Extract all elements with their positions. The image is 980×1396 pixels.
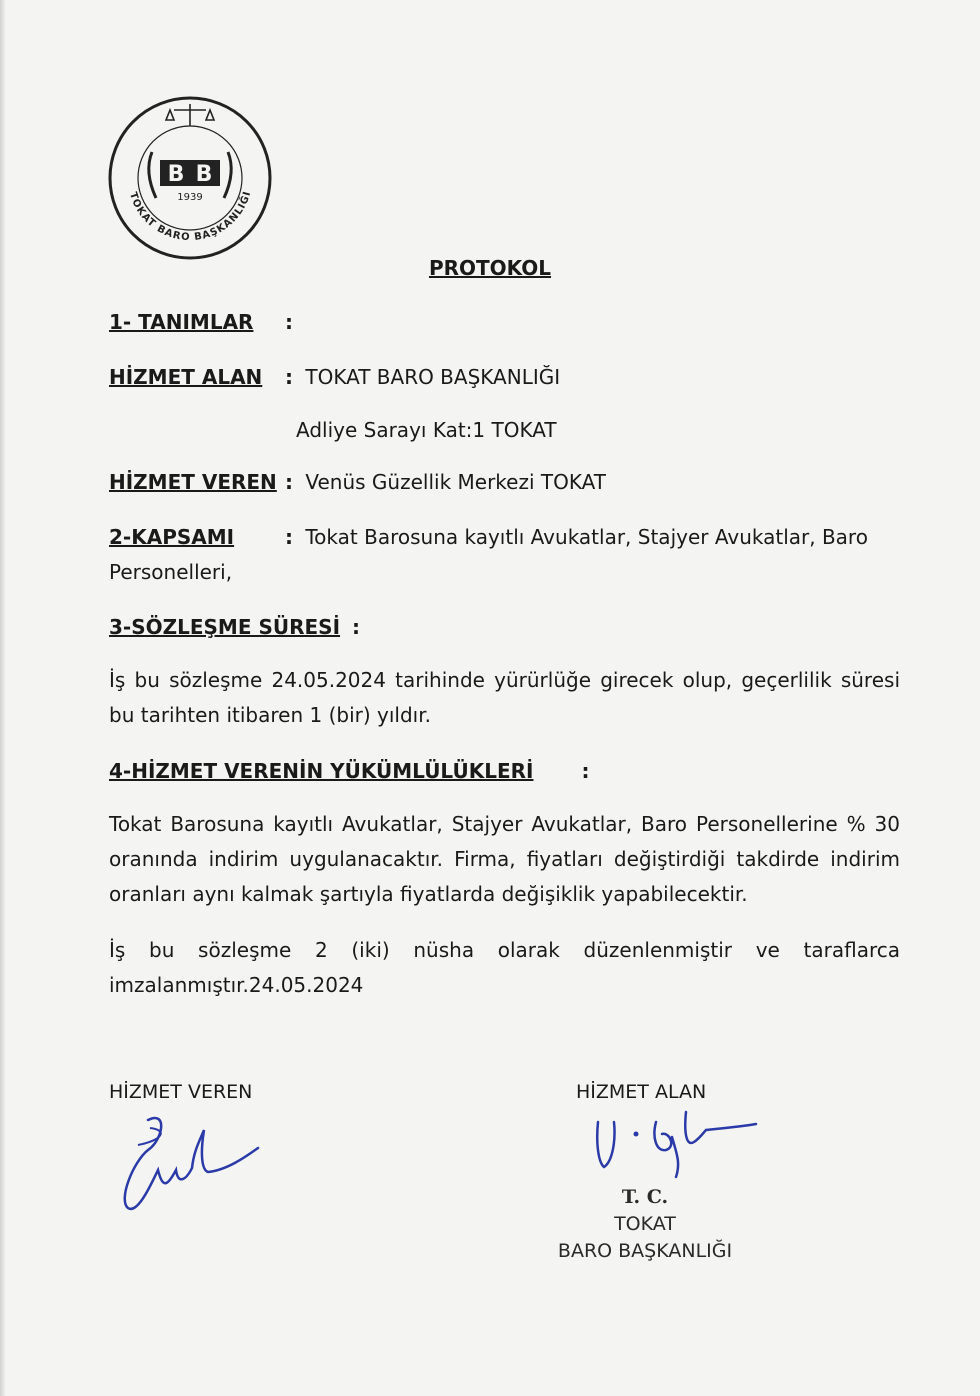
logo-initial-right: B — [195, 162, 213, 187]
section-definitions-colon: : — [285, 310, 293, 334]
scan-edge — [0, 0, 6, 1396]
obligations-text: Tokat Barosuna kayıtlı Avukatlar, Stajyer Avukatlar, Baro Personellerine % 30 oranında indirim uygulanacaktır. Firma, fiyatları değiştirdiği takdirde indirim oranları aynı kalmak şartıyla fiyatlarda değişiklik yapabilecektir. — [109, 812, 900, 906]
service-receiver-value: TOKAT BARO BAŞKANLIĞI — [305, 365, 561, 389]
scope-colon: : — [285, 525, 293, 549]
obligations-label: 4-HİZMET VERENİN YÜKÜMLÜLÜKLERİ — [109, 759, 534, 783]
logo-year: 1939 — [177, 192, 203, 203]
service-provider-value: Venüs Güzellik Merkezi TOKAT — [305, 470, 606, 494]
bar-association-logo — [104, 92, 276, 264]
service-receiver-label: HİZMET ALAN — [109, 365, 263, 389]
signature-right-label: HİZMET ALAN — [576, 1081, 707, 1103]
scope-label: 2-KAPSAMI — [109, 525, 235, 549]
stamp-line-2: TOKAT — [614, 1213, 676, 1235]
logo-ring-text: TOKAT BARO BAŞKANLIĞI — [126, 189, 254, 244]
duration-heading — [109, 614, 360, 640]
scope-row — [109, 524, 868, 550]
service-receiver-colon: : — [285, 365, 293, 389]
service-receiver-address: Adliye Sarayı Kat:1 TOKAT — [296, 418, 557, 442]
section-definitions-label: 1- TANIMLAR — [109, 310, 254, 334]
service-provider-row — [109, 469, 606, 495]
duration-label: 3-SÖZLEŞME SÜRESİ — [109, 615, 341, 639]
section-definitions — [109, 309, 293, 335]
receiver-signature — [586, 1092, 766, 1182]
logo-initial-left: B — [167, 162, 185, 187]
stamp-line-3: BARO BAŞKANLIĞI — [557, 1240, 733, 1262]
service-provider-colon: : — [285, 470, 293, 494]
closing-text: İş bu sözleşme 2 (iki) nüsha olarak düzenlenmiştir ve taraflarca imzalanmıştır.24.05.2024 — [109, 938, 900, 997]
service-receiver-row — [109, 364, 560, 390]
obligations-colon: : — [581, 759, 590, 783]
duration-colon: : — [352, 615, 361, 639]
stamp-line-1: T. C. — [621, 1186, 669, 1208]
signature-left-label: HİZMET VEREN — [109, 1081, 253, 1103]
provider-signature — [108, 1100, 268, 1220]
obligations-heading — [109, 758, 589, 784]
scope-line-2: Personelleri, — [109, 560, 233, 584]
service-provider-label: HİZMET VEREN — [109, 470, 277, 494]
scope-line-1: Tokat Barosuna kayıtlı Avukatlar, Stajyer Avukatlar, Baro — [305, 525, 868, 549]
document-title: PROTOKOL — [428, 256, 552, 280]
duration-text: İş bu sözleşme 24.05.2024 tarihinde yürürlüğe girecek olup, geçerlilik süresi bu tarihten itibaren 1 (bir) yıldır. — [109, 668, 900, 727]
